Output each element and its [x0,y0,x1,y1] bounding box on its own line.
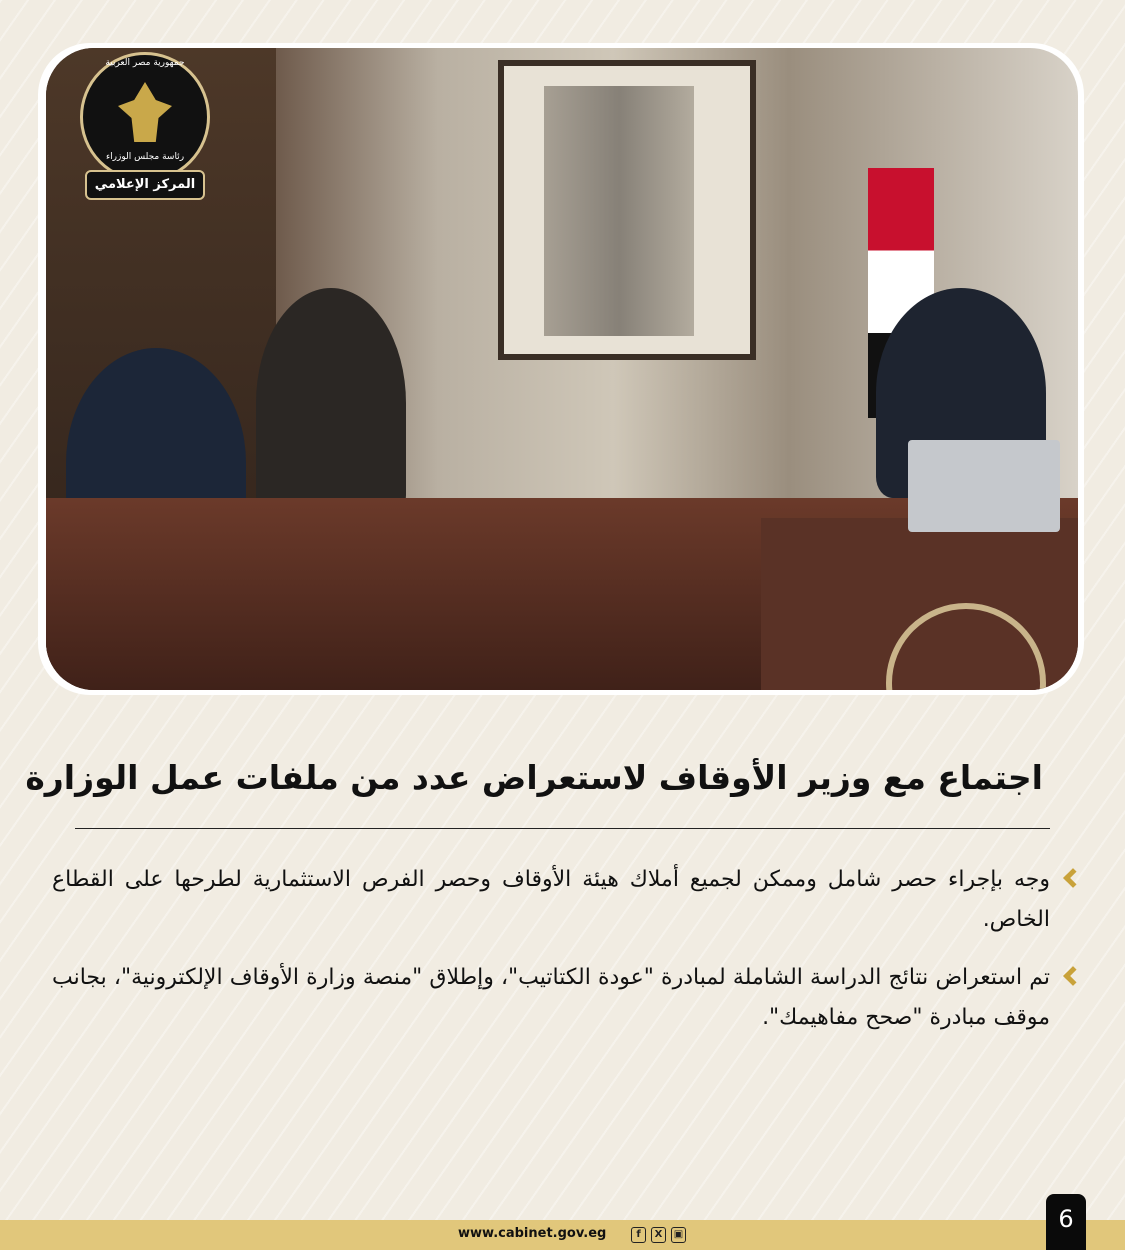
logo-banner: المركز الإعلامي [85,170,205,200]
website-link[interactable]: www.cabinet.gov.eg [458,1226,607,1241]
bullet-item [52,860,1080,940]
x-icon[interactable]: X [651,1227,666,1243]
bullet-text: وجه بإجراء حصر شامل وممكن لجميع أملاك هيئة الأوقاف وحصر الفرص الاستثمارية لطرحها على القطاع الخاص. [52,867,1050,932]
bullet-text: تم استعراض نتائج الدراسة الشاملة لمبادرة "عودة الكتاتيب"، وإطلاق "منصة وزارة الأوقاف الإلكترونية"، بجانب موقف مبادرة "صحح مفاهيمك". [52,965,1050,1030]
youtube-icon[interactable]: ▣ [671,1227,686,1243]
chevron-bullet-icon [1063,966,1083,986]
page-title: اجتماع مع وزير الأوقاف لاستعراض عدد من ملفات عمل الوزارة [25,758,1043,797]
person-minister [256,288,406,518]
chevron-bullet-icon [1063,868,1083,888]
facebook-icon[interactable]: f [631,1227,646,1243]
bullet-list [52,860,1080,1056]
logo-ring-bottom: رئاسة مجلس الوزراء [105,152,185,162]
logo-ring-top: جمهورية مصر العربية [105,58,185,68]
bullet-item [52,958,1080,1038]
wall-painting [498,60,756,360]
divider [75,828,1050,829]
laptop [908,440,1060,532]
media-center-logo [80,52,210,212]
page-number: 6 [1046,1194,1086,1250]
